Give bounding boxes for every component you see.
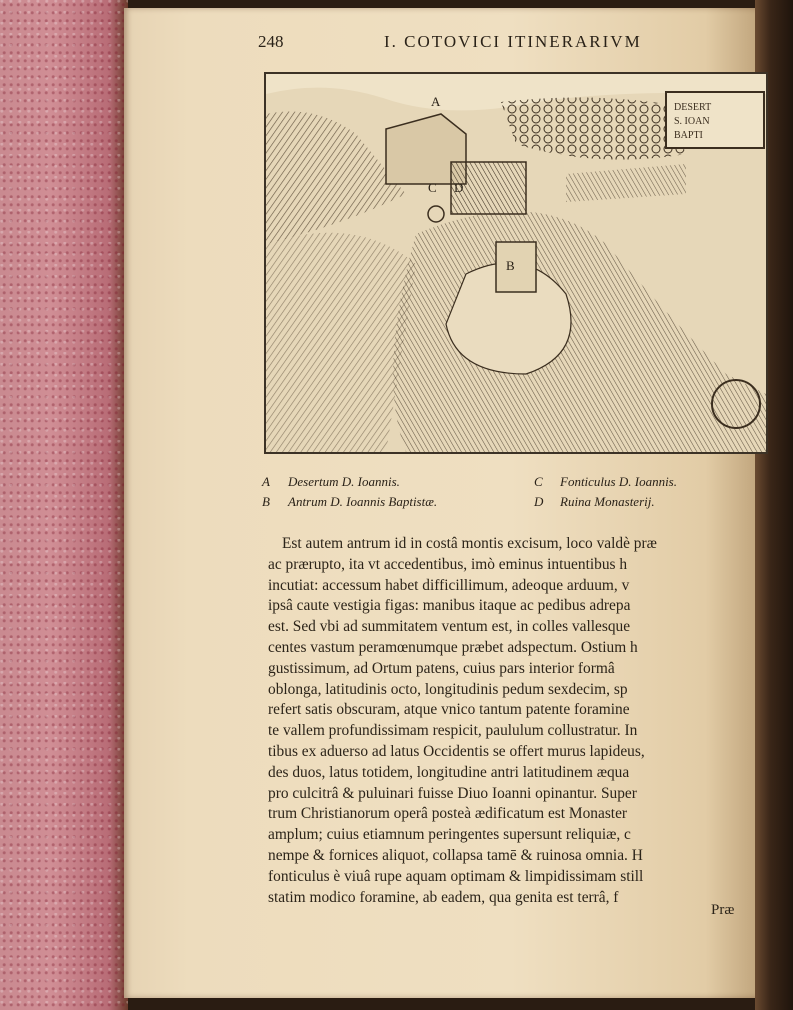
text-line: gustissimum, ad Ortum patens, cuius pars interior formâ bbox=[268, 659, 615, 677]
engraving-label-b: B bbox=[506, 258, 515, 273]
engraving-label-a: A bbox=[431, 94, 441, 109]
text-line: pro culcitrâ & puluinari fuisse Diuo Ioanni opinantur. Super bbox=[268, 784, 637, 802]
legend-text: Antrum D. Ioannis Baptistæ. bbox=[288, 494, 438, 509]
text-line: ipsâ caute vestigia figas: manibus itaque ac pedibus adrepa bbox=[268, 597, 631, 615]
legend-text: Fonticulus D. Ioannis. bbox=[560, 474, 677, 489]
legend-letter: B bbox=[262, 494, 270, 509]
text-line: amplum; cuius etiamnum peringentes supersunt reliquiæ, c bbox=[268, 826, 631, 844]
text-line: trum Christianorum operâ posteà ædificatum est Monaster bbox=[268, 805, 628, 823]
text-line: oblonga, latitudinis octo, longitudinis pedum sexdecim, sp bbox=[268, 680, 628, 698]
text-line: tibus ex aduerso ad latus Occidentis se offert murus lapideus, bbox=[268, 742, 645, 760]
text-line: centes vastum peramœnumque præbet adspectum. Ostium h bbox=[268, 638, 638, 656]
catchword: Præ bbox=[711, 902, 735, 918]
text-line: fonticulus è viuâ rupe aquam optimam & limpidissimam still bbox=[268, 867, 644, 885]
legend-text: Desertum D. Ioannis. bbox=[288, 474, 400, 489]
engraving-label-d: D bbox=[454, 180, 464, 195]
text-line: est. Sed vbi ad summitatem ventum est, in colles vallesque bbox=[268, 618, 631, 636]
cartouche-line-3: BAPTI bbox=[674, 130, 703, 141]
legend-item bbox=[534, 474, 677, 490]
legend-item bbox=[262, 494, 437, 510]
engraving-label-c: C bbox=[428, 180, 437, 195]
legend-letter: D bbox=[534, 494, 544, 509]
running-title: I. COTOVICI ITINERARIVM bbox=[384, 32, 642, 51]
legend-letter: A bbox=[262, 474, 270, 489]
text-line: Est autem antrum id in costâ montis excisum, loco valdè præ bbox=[282, 535, 657, 552]
page-number: 248 bbox=[258, 32, 284, 51]
cartouche-line-2: S. IOAN bbox=[674, 116, 710, 127]
text-line: statim modico foramine, ab eadem, qua genita est terrâ, f bbox=[268, 888, 619, 906]
legend-item bbox=[534, 494, 655, 510]
cave-entrance bbox=[496, 242, 536, 292]
text-line: nempe & fornices aliquot, collapsa tamē & ruinosa omnia. H bbox=[268, 846, 643, 864]
book-fore-edge bbox=[0, 0, 128, 1010]
text-line: te vallem profundissimam respicit, paululum collustratur. In bbox=[268, 722, 638, 740]
legend-text: Ruina Monasterij. bbox=[560, 494, 655, 509]
text-line: ac prærupto, ita vt accedentibus, imò eminus intuentibus h bbox=[268, 555, 628, 573]
text-line: incutiat: accessum habet difficillimum, adeoque arduum, v bbox=[268, 576, 630, 594]
text-line: des duos, latus totidem, longitudine antri latitudinem æqua bbox=[268, 763, 630, 781]
body-paragraph bbox=[268, 534, 762, 908]
engraving-illustration bbox=[264, 72, 768, 454]
cartouche-line-1: DESERT bbox=[674, 102, 712, 113]
page-header bbox=[258, 32, 778, 54]
text-line: refert satis obscuram, atque vnico tantum patente foramine bbox=[268, 701, 630, 719]
legend-item bbox=[262, 474, 400, 490]
legend-letter: C bbox=[534, 474, 543, 489]
engraving-legend bbox=[262, 474, 762, 514]
engraving-drawing bbox=[266, 74, 766, 452]
